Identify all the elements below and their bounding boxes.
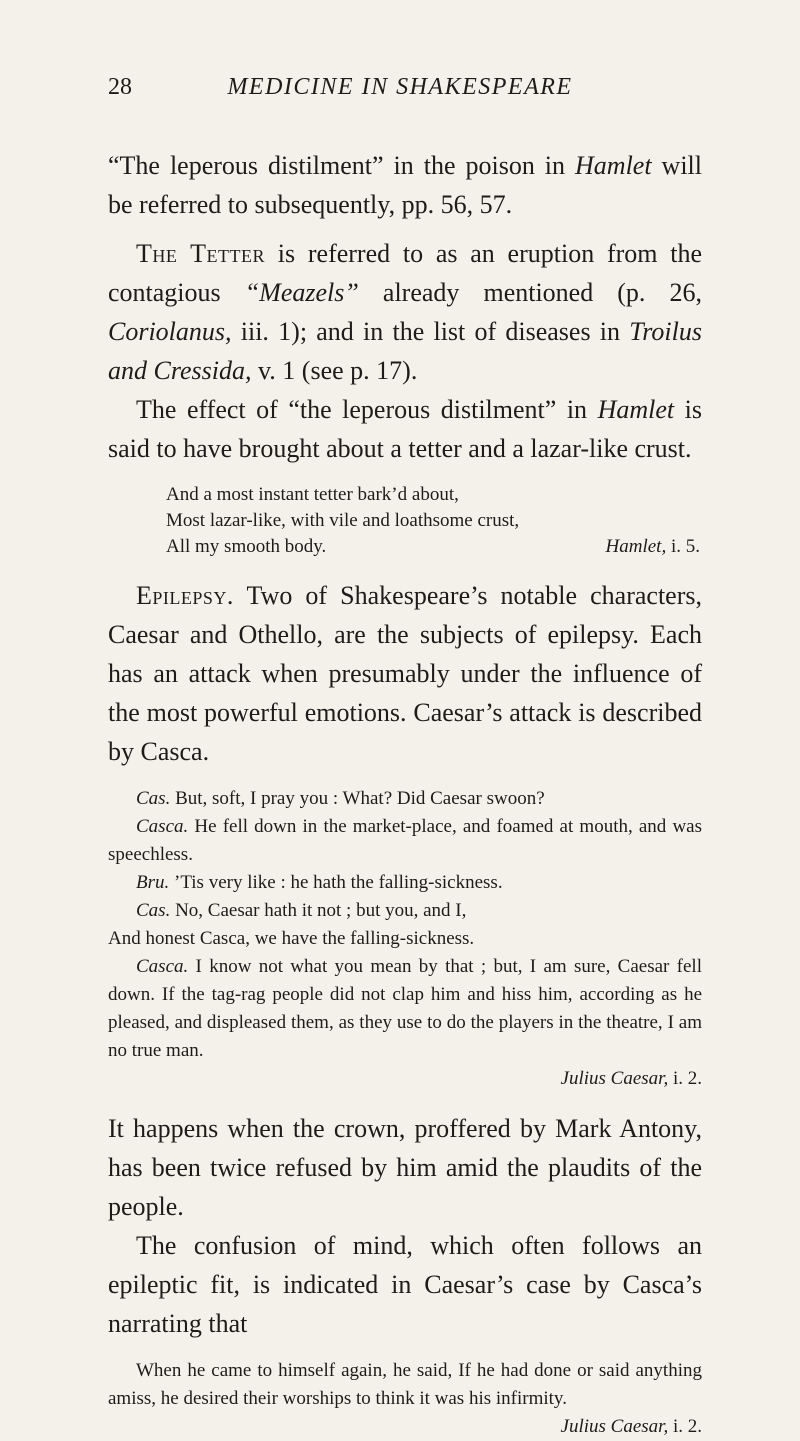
intro-play-title: Hamlet xyxy=(575,151,652,180)
citation-ref: i. 2. xyxy=(668,1416,702,1437)
speaker-name: Casca. xyxy=(136,956,189,977)
tetter-text-4: v. 1 (see p. 17). xyxy=(251,356,418,385)
citation-play: Julius Caesar, xyxy=(560,1416,669,1437)
dialogue-text: But, soft, I pray you : What? Did Caesar swoon? xyxy=(170,788,545,809)
leperous-paragraph xyxy=(108,390,702,468)
hamlet-quote xyxy=(108,482,702,560)
tetter-heading: The Tetter xyxy=(136,239,266,268)
intro-mid: in the poison in xyxy=(383,151,576,180)
dialogue-text: And honest Casca, we have the falling-sickness. xyxy=(108,928,475,949)
epilepsy-heading: Epilepsy. xyxy=(136,581,234,610)
speaker-name: Casca. xyxy=(136,816,189,837)
dialogue-line xyxy=(108,925,702,953)
troilus-title: Troilus and Cressida, xyxy=(108,317,702,385)
dialogue-text: ’Tis very like : he hath the falling-sickness. xyxy=(169,872,503,893)
julius-caesar-dialogue xyxy=(108,785,702,1093)
dialogue-text: He fell down in the market-place, and foamed at mouth, and was speechless. xyxy=(108,816,702,865)
hamlet-citation xyxy=(606,534,700,560)
final-quote xyxy=(108,1357,702,1441)
final-citation xyxy=(108,1413,702,1441)
tetter-text-2: already mentioned (p. 26, xyxy=(358,278,702,307)
speaker-name: Cas. xyxy=(136,900,171,921)
dialogue-line xyxy=(108,869,702,897)
dialogue-line xyxy=(108,953,702,1065)
intro-quote: “The leperous distilment” xyxy=(108,151,384,180)
citation-play: Hamlet, xyxy=(605,536,667,557)
page-header xyxy=(0,74,800,108)
body-text xyxy=(108,146,702,1441)
dialogue-text: No, Caesar hath it not ; but you, and I, xyxy=(170,900,467,921)
intro-end: will be referred to subsequently, pp. 56, 57. xyxy=(108,151,702,219)
leperous-play-title: Hamlet xyxy=(597,395,675,424)
verse-line: All my smooth body. xyxy=(166,536,327,557)
tetter-paragraph xyxy=(108,234,702,390)
leperous-text-2: is said to have brought about a tetter and a lazar-like crust. xyxy=(108,395,703,463)
citation-play: Julius Caesar, xyxy=(560,1068,669,1089)
verse-last-row xyxy=(166,534,702,560)
epilepsy-paragraph xyxy=(108,576,702,771)
citation-ref: i. 2. xyxy=(668,1068,702,1089)
epilepsy-text: Two of Shakespeare’s notable characters, Caesar and Othello, are the subjects of epilepsy. Each has an attack when presumably under the influence of the most powerful emotions. Caesar’s attack is described by Casca. xyxy=(108,581,702,766)
tetter-text-1: is referred to as an eruption from the contagious xyxy=(108,239,702,307)
page-number: 28 xyxy=(108,74,132,100)
speaker-name: Cas. xyxy=(136,788,171,809)
tetter-text-3: iii. 1); and in the list of diseases in xyxy=(231,317,630,346)
dialogue-line xyxy=(108,785,702,813)
meazels-term: “Meazels” xyxy=(244,278,359,307)
leperous-text-1: The effect of “the leperous distilment” in xyxy=(136,395,598,424)
crown-paragraph: It happens when the crown, proffered by Mark Antony, has been twice refused by him amid the plaudits of the people. xyxy=(108,1114,702,1221)
speaker-name: Bru. xyxy=(136,872,170,893)
running-title: MEDICINE IN SHAKESPEARE xyxy=(227,74,573,100)
dialogue-text: I know not what you mean by that ; but, I am sure, Caesar fell down. If the tag-rag people did not clap him and hiss him, according as he pleased, and displeased them, as they use to do the players in the theatre, I am no true man. xyxy=(108,956,702,1061)
dialogue-line xyxy=(108,897,702,925)
verse-line: And a most instant tetter bark’d about, xyxy=(166,484,459,505)
coriolanus-title: Coriolanus, xyxy=(108,317,232,346)
final-quote-text: When he came to himself again, he said, If he had done or said anything amiss, he desired their worships to think it was his infirmity. xyxy=(108,1360,702,1409)
citation-ref: i. 5. xyxy=(666,536,700,557)
confusion-paragraph: The confusion of mind, which often follows an epileptic fit, is indicated in Caesar’s case by Casca’s narrating that xyxy=(108,1231,702,1338)
dialogue-citation xyxy=(108,1065,702,1093)
dialogue-line xyxy=(108,813,702,869)
verse-line: Most lazar-like, with vile and loathsome crust, xyxy=(166,510,520,531)
intro-paragraph xyxy=(108,146,702,224)
